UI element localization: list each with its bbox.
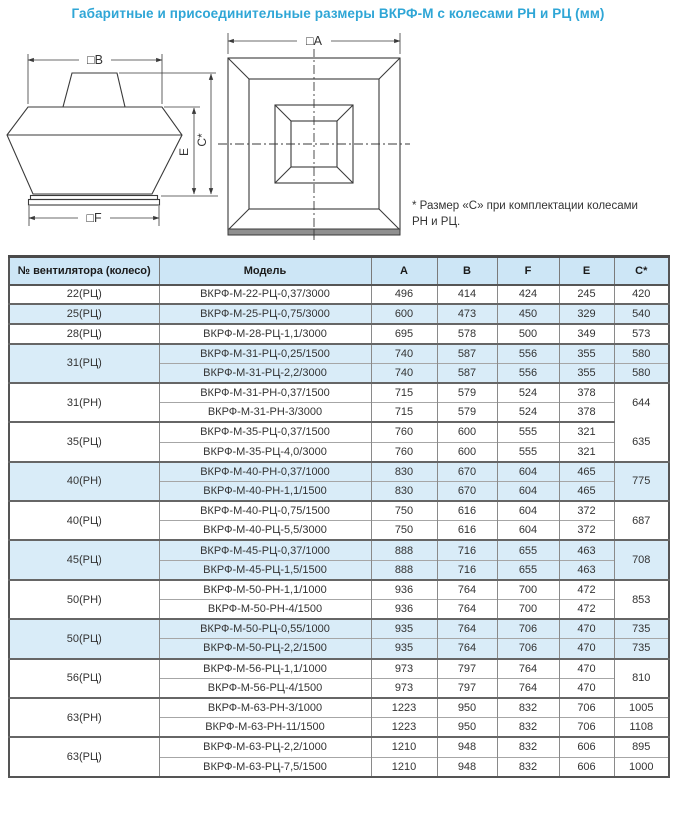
model-cell: ВКРФ-М-31-РЦ-0,25/1500 xyxy=(159,344,371,364)
fan-number-cell: 40(РН) xyxy=(9,462,159,501)
dim-c-cell: 735 xyxy=(614,639,669,659)
header-cell-e: E xyxy=(559,257,614,285)
dim-a-cell: 750 xyxy=(371,521,437,541)
dim-c-cell: 1000 xyxy=(614,757,669,777)
footnote xyxy=(412,199,670,230)
table-row xyxy=(9,304,669,324)
dim-b-cell: 948 xyxy=(437,737,497,757)
dim-b-cell: 414 xyxy=(437,285,497,305)
dim-b-cell: 797 xyxy=(437,678,497,698)
dim-e-cell: 321 xyxy=(559,442,614,462)
model-cell: ВКРФ-М-50-РН-1,1/1000 xyxy=(159,580,371,600)
model-cell: ВКРФ-М-31-РН-0,37/1500 xyxy=(159,383,371,403)
dim-f-cell: 556 xyxy=(497,363,559,383)
model-cell: ВКРФ-М-45-РЦ-1,5/1500 xyxy=(159,560,371,580)
dim-c-cell: 420 xyxy=(614,285,669,305)
dim-a-cell: 830 xyxy=(371,462,437,482)
dim-b-cell: 587 xyxy=(437,363,497,383)
dim-e-cell: 372 xyxy=(559,501,614,521)
dim-b-cell: 764 xyxy=(437,619,497,639)
dim-c-cell: 1108 xyxy=(614,718,669,738)
model-cell: ВКРФ-М-40-РН-0,37/1000 xyxy=(159,462,371,482)
header-cell-model: Модель xyxy=(159,257,371,285)
dim-label-b: □B xyxy=(87,53,103,67)
table-row xyxy=(9,383,669,403)
dim-b-cell: 616 xyxy=(437,501,497,521)
fan-number-cell: 31(РН) xyxy=(9,383,159,422)
dim-f-cell: 700 xyxy=(497,600,559,620)
dim-f-cell: 700 xyxy=(497,580,559,600)
model-cell: ВКРФ-М-28-РЦ-1,1/3000 xyxy=(159,324,371,344)
dim-a-cell: 973 xyxy=(371,659,437,679)
top-view-drawing xyxy=(218,33,410,240)
fan-number-cell: 56(РЦ) xyxy=(9,659,159,698)
model-cell: ВКРФ-М-45-РЦ-0,37/1000 xyxy=(159,540,371,560)
dim-f-cell: 706 xyxy=(497,639,559,659)
model-cell: ВКРФ-М-35-РЦ-4,0/3000 xyxy=(159,442,371,462)
dim-e-cell: 470 xyxy=(559,639,614,659)
dim-a-cell: 1223 xyxy=(371,698,437,718)
dim-c-cell: 635 xyxy=(614,422,669,461)
dim-a-cell: 936 xyxy=(371,600,437,620)
dim-c-cell: 540 xyxy=(614,304,669,324)
dim-e-cell: 606 xyxy=(559,757,614,777)
dim-e-cell: 465 xyxy=(559,481,614,501)
dim-f-cell: 555 xyxy=(497,422,559,442)
dim-b-cell: 600 xyxy=(437,442,497,462)
dim-f-cell: 604 xyxy=(497,501,559,521)
dim-a-cell: 740 xyxy=(371,363,437,383)
dim-f-cell: 604 xyxy=(497,481,559,501)
dim-b-cell: 670 xyxy=(437,462,497,482)
dim-c-cell: 580 xyxy=(614,363,669,383)
model-cell: ВКРФ-М-56-РЦ-1,1/1000 xyxy=(159,659,371,679)
dim-label-c: C* xyxy=(195,133,209,147)
dim-f-cell: 424 xyxy=(497,285,559,305)
table-row xyxy=(9,698,669,718)
dim-e-cell: 378 xyxy=(559,403,614,423)
model-cell: ВКРФ-М-63-РЦ-7,5/1500 xyxy=(159,757,371,777)
dim-e-cell: 321 xyxy=(559,422,614,442)
dim-c-cell: 810 xyxy=(614,659,669,698)
dim-e-cell: 472 xyxy=(559,580,614,600)
dim-b-cell: 948 xyxy=(437,757,497,777)
model-cell: ВКРФ-М-50-РН-4/1500 xyxy=(159,600,371,620)
header-cell-c: C* xyxy=(614,257,669,285)
dim-label-a: □A xyxy=(306,34,322,48)
dim-b-cell: 716 xyxy=(437,540,497,560)
dim-f-cell: 655 xyxy=(497,540,559,560)
dim-b-cell: 579 xyxy=(437,403,497,423)
dim-b-cell: 579 xyxy=(437,383,497,403)
dim-f-cell: 764 xyxy=(497,659,559,679)
dim-b-cell: 616 xyxy=(437,521,497,541)
dim-c-cell: 644 xyxy=(614,383,669,422)
dim-b-cell: 716 xyxy=(437,560,497,580)
table-row xyxy=(9,501,669,521)
dim-label-f: □F xyxy=(86,211,102,225)
dim-e-cell: 349 xyxy=(559,324,614,344)
dim-c-cell: 735 xyxy=(614,619,669,639)
model-cell: ВКРФ-М-31-РЦ-2,2/3000 xyxy=(159,363,371,383)
dim-f-cell: 832 xyxy=(497,718,559,738)
dim-e-cell: 706 xyxy=(559,698,614,718)
fan-number-cell: 63(РН) xyxy=(9,698,159,737)
dim-e-cell: 245 xyxy=(559,285,614,305)
fan-number-cell: 35(РЦ) xyxy=(9,422,159,461)
dim-b-cell: 797 xyxy=(437,659,497,679)
dim-a-cell: 496 xyxy=(371,285,437,305)
dimensions-table xyxy=(8,255,670,778)
table-row xyxy=(9,422,669,442)
dim-a-cell: 715 xyxy=(371,383,437,403)
dim-b-cell: 764 xyxy=(437,639,497,659)
dim-a-cell: 1210 xyxy=(371,757,437,777)
header-cell-a: A xyxy=(371,257,437,285)
dim-c-cell: 687 xyxy=(614,501,669,540)
dim-f-cell: 524 xyxy=(497,403,559,423)
model-cell: ВКРФ-М-40-РЦ-0,75/1500 xyxy=(159,501,371,521)
dim-a-cell: 888 xyxy=(371,560,437,580)
dim-a-cell: 888 xyxy=(371,540,437,560)
dim-c-cell: 708 xyxy=(614,540,669,579)
dim-b-cell: 950 xyxy=(437,718,497,738)
table-row xyxy=(9,540,669,560)
dim-f-cell: 706 xyxy=(497,619,559,639)
dim-e-cell: 378 xyxy=(559,383,614,403)
dim-a-cell: 936 xyxy=(371,580,437,600)
fan-base-plate xyxy=(31,196,158,200)
dim-f-cell: 604 xyxy=(497,462,559,482)
model-cell: ВКРФ-М-25-РЦ-0,75/3000 xyxy=(159,304,371,324)
dim-c-cell: 895 xyxy=(614,737,669,757)
dim-f-cell: 832 xyxy=(497,757,559,777)
dim-c-cell: 573 xyxy=(614,324,669,344)
table-row xyxy=(9,344,669,364)
dim-b-cell: 587 xyxy=(437,344,497,364)
fan-number-cell: 40(РЦ) xyxy=(9,501,159,540)
header-cell-fan-number: № вентилятора (колесо) xyxy=(9,257,159,285)
dim-f-cell: 764 xyxy=(497,678,559,698)
dim-c-cell: 580 xyxy=(614,344,669,364)
dim-a-cell: 760 xyxy=(371,442,437,462)
model-cell: ВКРФ-М-50-РЦ-2,2/1500 xyxy=(159,639,371,659)
dim-a-cell: 935 xyxy=(371,639,437,659)
header-cell-f: F xyxy=(497,257,559,285)
dim-f-cell: 524 xyxy=(497,383,559,403)
dim-a-cell: 600 xyxy=(371,304,437,324)
dim-f-cell: 556 xyxy=(497,344,559,364)
fan-body-shape xyxy=(7,107,182,194)
fan-number-cell: 50(РЦ) xyxy=(9,619,159,658)
fan-number-cell: 22(РЦ) xyxy=(9,285,159,305)
dim-e-cell: 372 xyxy=(559,521,614,541)
dim-a-cell: 695 xyxy=(371,324,437,344)
table-row xyxy=(9,659,669,679)
dim-b-cell: 670 xyxy=(437,481,497,501)
table-row xyxy=(9,737,669,757)
fan-number-cell: 63(РЦ) xyxy=(9,737,159,776)
header-cell-b: B xyxy=(437,257,497,285)
fan-number-cell: 28(РЦ) xyxy=(9,324,159,344)
footnote-line-2: РН и РЦ. xyxy=(412,215,461,228)
dim-a-cell: 740 xyxy=(371,344,437,364)
dim-e-cell: 470 xyxy=(559,619,614,639)
dim-c-cell: 1005 xyxy=(614,698,669,718)
dim-b-cell: 764 xyxy=(437,580,497,600)
dim-a-cell: 830 xyxy=(371,481,437,501)
fan-number-cell: 50(РН) xyxy=(9,580,159,619)
table-row xyxy=(9,619,669,639)
dim-c-cell: 775 xyxy=(614,462,669,501)
dim-f-cell: 832 xyxy=(497,698,559,718)
model-cell: ВКРФ-М-35-РЦ-0,37/1500 xyxy=(159,422,371,442)
dim-label-e: E xyxy=(177,147,191,157)
dimensions-table-body xyxy=(9,285,669,777)
dim-b-cell: 764 xyxy=(437,600,497,620)
dim-f-cell: 832 xyxy=(497,737,559,757)
table-header-row xyxy=(9,257,669,285)
dim-b-cell: 600 xyxy=(437,422,497,442)
dim-a-cell: 1223 xyxy=(371,718,437,738)
dim-b-cell: 950 xyxy=(437,698,497,718)
dim-e-cell: 463 xyxy=(559,540,614,560)
table-row xyxy=(9,285,669,305)
dim-e-cell: 472 xyxy=(559,600,614,620)
table-row xyxy=(9,580,669,600)
dim-e-cell: 465 xyxy=(559,462,614,482)
dim-e-cell: 706 xyxy=(559,718,614,738)
model-cell: ВКРФ-М-63-РЦ-2,2/1000 xyxy=(159,737,371,757)
model-cell: ВКРФ-М-40-РН-1,1/1500 xyxy=(159,481,371,501)
model-cell: ВКРФ-М-22-РЦ-0,37/3000 xyxy=(159,285,371,305)
model-cell: ВКРФ-М-40-РЦ-5,5/3000 xyxy=(159,521,371,541)
fan-base-flange xyxy=(29,200,160,206)
dim-a-cell: 973 xyxy=(371,678,437,698)
dim-e-cell: 329 xyxy=(559,304,614,324)
table-row xyxy=(9,462,669,482)
dim-e-cell: 355 xyxy=(559,344,614,364)
dim-f-cell: 555 xyxy=(497,442,559,462)
model-cell: ВКРФ-М-56-РЦ-4/1500 xyxy=(159,678,371,698)
dim-c-cell: 853 xyxy=(614,580,669,619)
model-cell: ВКРФ-М-63-РН-3/1000 xyxy=(159,698,371,718)
page-title: Габаритные и присоединительные размеры ВКРФ-М с колесами РН и РЦ (мм) xyxy=(71,6,605,21)
dim-a-cell: 715 xyxy=(371,403,437,423)
dim-a-cell: 935 xyxy=(371,619,437,639)
dim-b-cell: 578 xyxy=(437,324,497,344)
table-row xyxy=(9,324,669,344)
dim-f-cell: 604 xyxy=(497,521,559,541)
fan-number-cell: 45(РЦ) xyxy=(9,540,159,579)
dim-e-cell: 355 xyxy=(559,363,614,383)
model-cell: ВКРФ-М-31-РН-3/3000 xyxy=(159,403,371,423)
dim-e-cell: 470 xyxy=(559,678,614,698)
dim-a-cell: 1210 xyxy=(371,737,437,757)
side-view-drawing xyxy=(7,52,218,226)
fan-number-cell: 25(РЦ) xyxy=(9,304,159,324)
dim-b-cell: 473 xyxy=(437,304,497,324)
dim-a-cell: 760 xyxy=(371,422,437,442)
dim-e-cell: 470 xyxy=(559,659,614,679)
model-cell: ВКРФ-М-50-РЦ-0,55/1000 xyxy=(159,619,371,639)
dim-e-cell: 463 xyxy=(559,560,614,580)
dim-e-cell: 606 xyxy=(559,737,614,757)
model-cell: ВКРФ-М-63-РН-11/1500 xyxy=(159,718,371,738)
dim-f-cell: 500 xyxy=(497,324,559,344)
fan-number-cell: 31(РЦ) xyxy=(9,344,159,383)
dim-f-cell: 655 xyxy=(497,560,559,580)
dim-f-cell: 450 xyxy=(497,304,559,324)
fan-motor-cap-shape xyxy=(63,73,125,107)
footnote-line-1: * Размер «С» при комплектации колесами xyxy=(412,200,638,212)
dim-a-cell: 750 xyxy=(371,501,437,521)
